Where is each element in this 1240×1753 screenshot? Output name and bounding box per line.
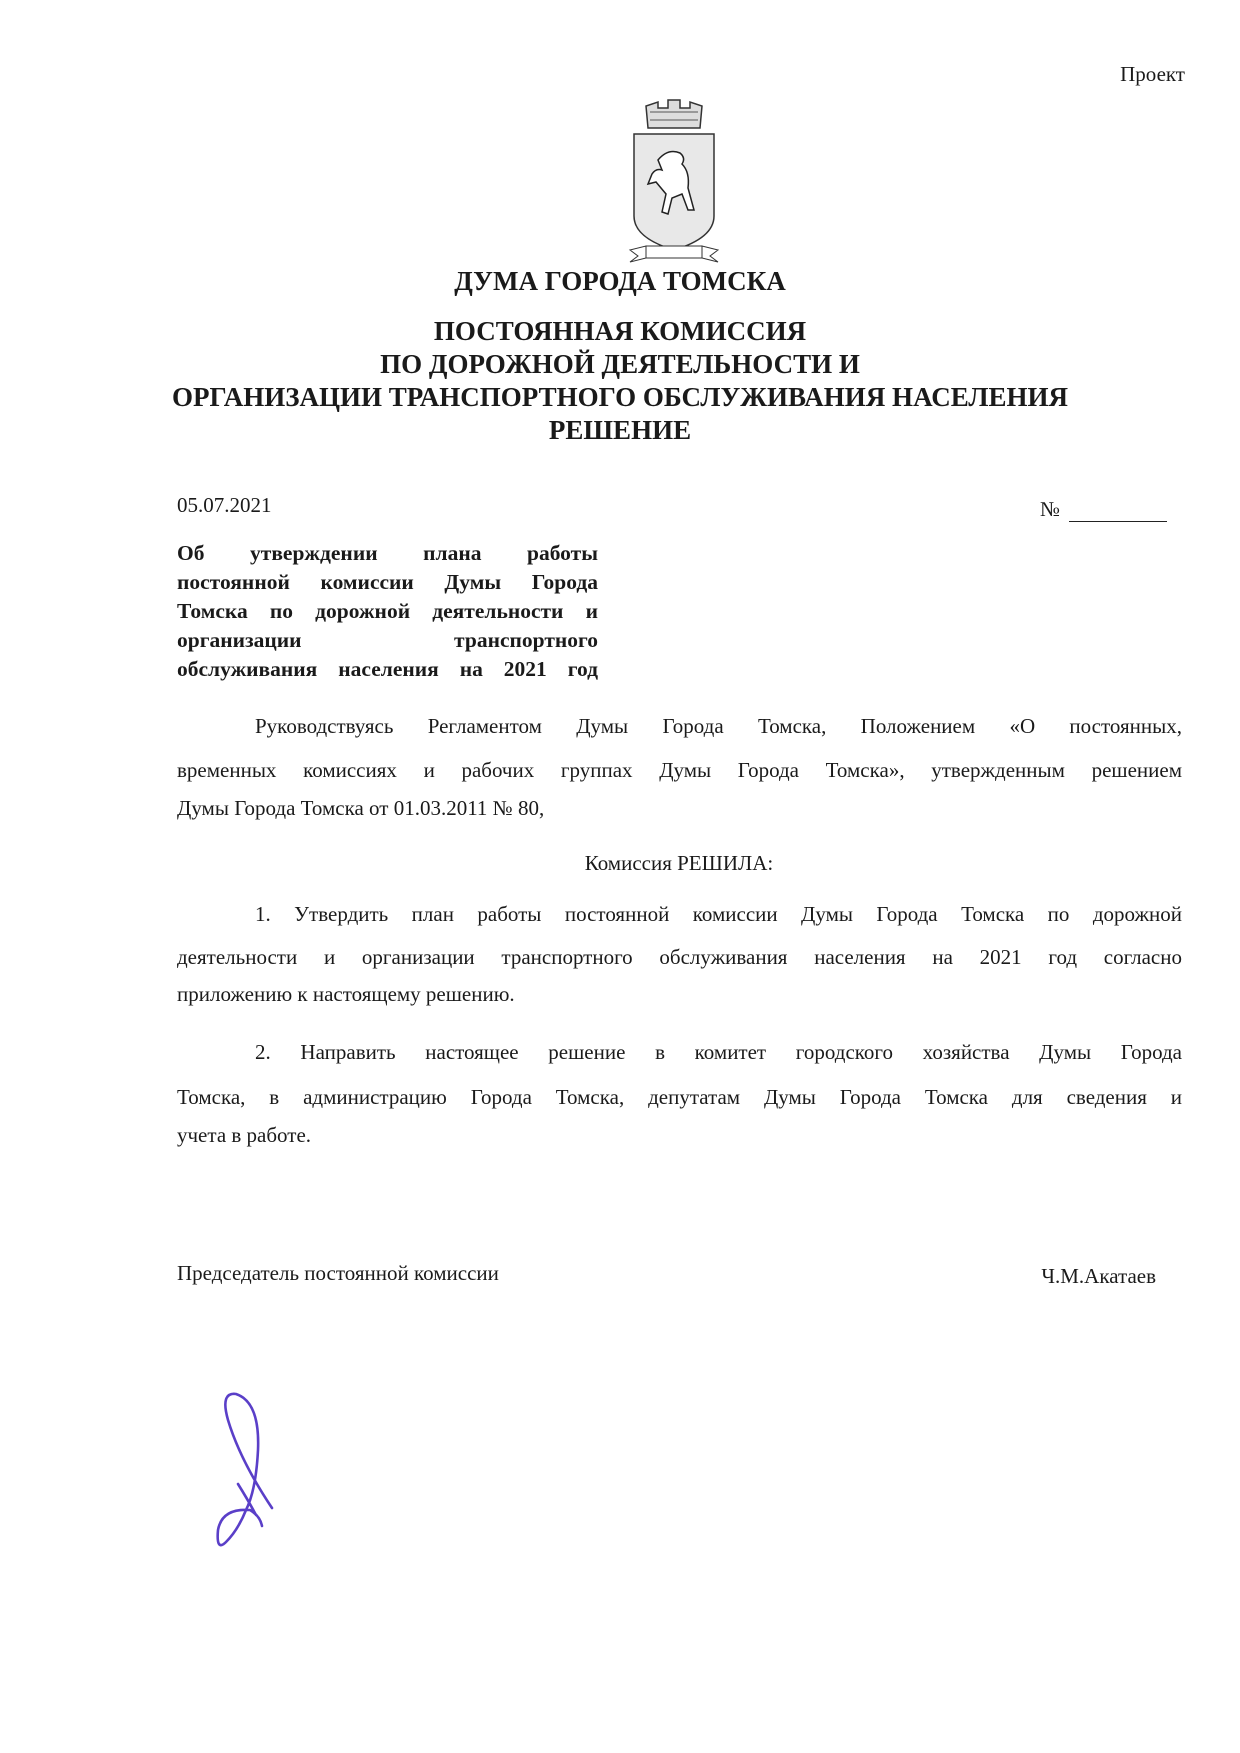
subject-line: Об утверждении плана работы bbox=[177, 541, 598, 565]
item-1-line: деятельности и организации транспортного обслуживания населения на 2021 год согласно bbox=[177, 945, 1182, 969]
subject-line: обслуживания населения на 2021 год bbox=[177, 657, 598, 681]
committee-line: ПОСТОЯННАЯ КОМИССИЯ bbox=[433, 316, 807, 346]
org-name: ДУМА ГОРОДА ТОМСКА bbox=[454, 266, 786, 296]
committee-line: ОРГАНИЗАЦИИ ТРАНСПОРТНОГО ОБСЛУЖИВАНИЯ НАСЕЛЕНИЯ bbox=[172, 382, 1068, 412]
signatory-name: Ч.М.Акатаев bbox=[1041, 1264, 1156, 1288]
item-1-line: 1. Утвердить план работы постоянной комиссии Думы Города Томска по дорожной bbox=[255, 902, 1182, 926]
decision-heading: Комиссия РЕШИЛА: bbox=[584, 851, 774, 875]
preamble-line: временных комиссиях и рабочих группах Думы Города Томска», утвержденным решением bbox=[177, 758, 1182, 782]
subject-line: Томска по дорожной деятельности и bbox=[177, 599, 598, 623]
number-sign: № bbox=[1040, 497, 1061, 521]
item-2-line: учета в работе. bbox=[177, 1123, 312, 1147]
document-date: 05.07.2021 bbox=[177, 493, 272, 517]
document-number-label bbox=[1040, 497, 1167, 522]
city-emblem-icon bbox=[628, 98, 720, 266]
preamble-line: Руководствуясь Регламентом Думы Города Томска, Положением «О постоянных, bbox=[255, 714, 1182, 738]
handwritten-signature-icon bbox=[210, 1380, 300, 1560]
item-2-line: 2. Направить настоящее решение в комитет городского хозяйства Думы Города bbox=[255, 1040, 1182, 1064]
subject-line: постоянной комиссии Думы Города bbox=[177, 570, 598, 594]
draft-label: Проект bbox=[1120, 62, 1185, 86]
committee-line: ПО ДОРОЖНОЙ ДЕЯТЕЛЬНОСТИ И bbox=[380, 349, 860, 379]
subject-line: организации транспортного bbox=[177, 628, 598, 652]
document-type: РЕШЕНИЕ bbox=[548, 415, 692, 445]
preamble-line: Думы Города Томска от 01.03.2011 № 80, bbox=[177, 796, 545, 820]
item-1-line: приложению к настоящему решению. bbox=[177, 982, 515, 1006]
signatory-position: Председатель постоянной комиссии bbox=[177, 1261, 499, 1285]
item-2-line: Томска, в администрацию Города Томска, депутатам Думы Города Томска для сведения и bbox=[177, 1085, 1182, 1109]
number-blank bbox=[1069, 497, 1167, 522]
